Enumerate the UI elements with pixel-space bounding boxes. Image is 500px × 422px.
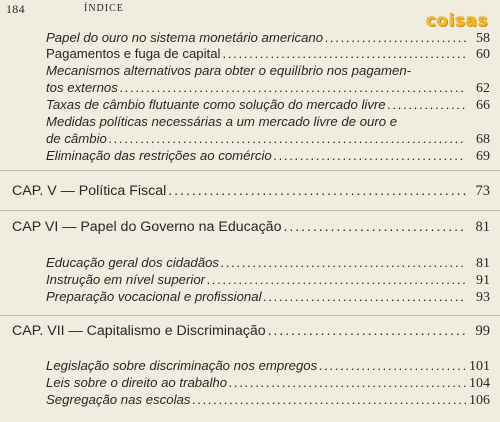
toc-entry-title: Mecanismos alternativos para obter o equilíbrio nos pagamen- (46, 63, 412, 78)
dot-leader (207, 272, 466, 287)
section-divider (0, 210, 500, 211)
dot-leader (221, 255, 466, 270)
toc-entry[interactable] (46, 289, 490, 306)
toc-entry-title: Preparação vocacional e profissional (46, 289, 262, 304)
toc-entry-page: 81 (476, 256, 490, 271)
chapter-entry[interactable] (12, 183, 490, 200)
toc-entry-continuation[interactable] (46, 80, 490, 97)
dot-leader (168, 183, 466, 199)
dot-leader (120, 80, 466, 95)
toc-entry-continuation[interactable] (46, 131, 490, 148)
chapter-title: CAP VI — Papel do Governo na Educação (12, 219, 282, 235)
toc-entry-page: 68 (476, 132, 490, 147)
toc-entry-title: Instrução em nível superior (46, 272, 206, 287)
toc-entry-page: 69 (476, 149, 490, 164)
page-number: 184 (6, 2, 25, 16)
toc-entry-page: 104 (469, 376, 490, 391)
toc-entry[interactable] (46, 392, 490, 409)
toc-entry-title: Eliminação das restrições ao comércio (46, 148, 272, 163)
toc-entry-title: Segregação nas escolas (46, 392, 191, 407)
toc-entry[interactable] (46, 358, 490, 375)
dot-leader (274, 148, 466, 163)
toc-entry-title: Educação geral dos cidadãos (46, 255, 220, 270)
toc-entry-page: 91 (476, 273, 490, 288)
watermark-logo: coisas (425, 11, 488, 31)
toc-entry-page: 93 (476, 290, 490, 305)
toc-entry-title: Taxas de câmbio flutuante como solução do mercado livre (46, 97, 386, 112)
dot-leader (268, 323, 466, 339)
toc-entry-page: 58 (476, 31, 490, 46)
toc-entry[interactable] (46, 148, 490, 165)
chapter-page: 99 (475, 323, 490, 339)
toc-entry[interactable] (46, 272, 490, 289)
dot-leader (388, 97, 466, 112)
running-title: ÍNDICE (84, 3, 124, 14)
toc-entry[interactable] (46, 375, 490, 392)
toc-entry-page: 106 (469, 393, 490, 408)
toc-entry-title-cont: tos externos (46, 80, 118, 95)
dot-leader (319, 358, 466, 373)
toc-entry-page: 62 (476, 81, 490, 96)
section-divider (0, 170, 500, 171)
toc-entry-page: 66 (476, 98, 490, 113)
toc-entry[interactable] (46, 97, 490, 114)
dot-leader (264, 289, 466, 304)
chapter-entry[interactable] (12, 323, 490, 340)
toc-entry-page: 60 (476, 47, 490, 62)
section-divider (0, 315, 500, 316)
toc-entry-title-cont: de câmbio (46, 131, 107, 146)
dot-leader (109, 131, 466, 146)
toc-entry-title: Papel do ouro no sistema monetário americano (46, 30, 324, 45)
chapter-page: 81 (475, 219, 490, 235)
toc-entry-title: Medidas políticas necessárias a um mercado livre de ouro e (46, 114, 398, 129)
toc-entry[interactable] (46, 114, 490, 129)
toc-entry[interactable] (46, 63, 490, 78)
toc-entry-title: Leis sobre o direito ao trabalho (46, 375, 228, 390)
toc-entry-title: Legislação sobre discriminação nos empregos (46, 358, 318, 373)
dot-leader (223, 46, 467, 61)
chapter-title: CAP. V — Política Fiscal (12, 183, 167, 199)
chapter-title: CAP. VII — Capitalismo e Discriminação (12, 323, 266, 339)
dot-leader (325, 30, 466, 45)
toc-entry[interactable] (46, 30, 490, 47)
toc-entry[interactable] (46, 46, 490, 63)
toc-entry-page: 101 (469, 359, 490, 374)
chapter-page: 73 (475, 183, 490, 199)
toc-entry[interactable] (46, 255, 490, 272)
dot-leader (229, 375, 466, 390)
toc-entry-title: Pagamentos e fuga de capital (46, 46, 221, 61)
chapter-entry[interactable] (12, 219, 490, 236)
dot-leader (192, 392, 466, 407)
dot-leader (283, 219, 466, 235)
